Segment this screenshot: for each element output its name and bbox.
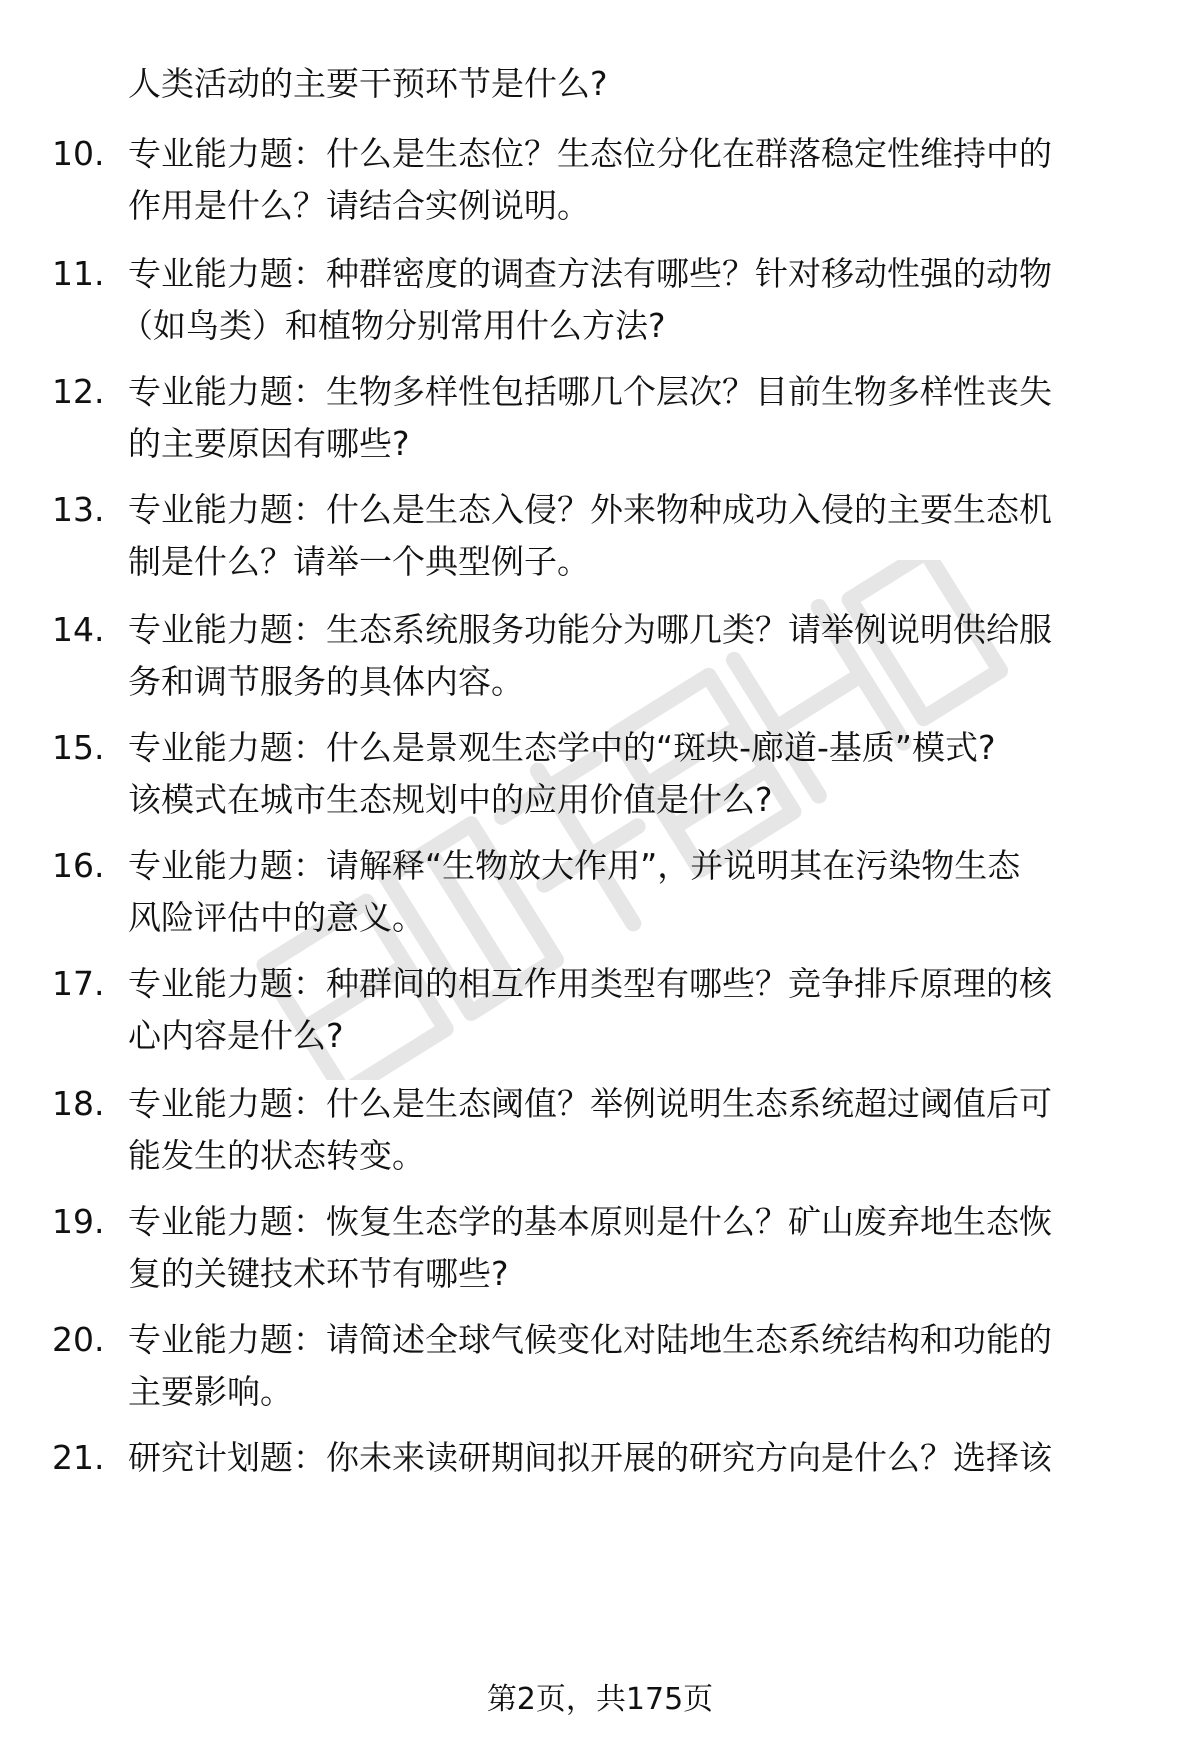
question-number: 15. — [52, 728, 105, 767]
question-text-line: 专业能力题：什么是生态位？生态位分化在群落稳定性维持中的 — [128, 134, 1052, 173]
question-text-line: 专业能力题：什么是景观生态学中的“斑块-廊道-基质”模式? — [128, 728, 996, 767]
question-text-line: 专业能力题：什么是生态入侵？外来物种成功入侵的主要生态机 — [128, 490, 1052, 529]
continuation-text: 人类活动的主要干预环节是什么? — [128, 64, 608, 103]
question-text-line: 作用是什么？请结合实例说明。 — [128, 186, 590, 225]
question-text-line: 专业能力题：生态系统服务功能分为哪几类？请举例说明供给服 — [128, 610, 1052, 649]
question-text-line: 专业能力题：种群密度的调查方法有哪些？针对移动性强的动物 — [128, 254, 1052, 293]
question-number: 18. — [52, 1084, 105, 1123]
question-number: 20. — [52, 1320, 105, 1359]
question-text-line: 专业能力题：请简述全球气候变化对陆地生态系统结构和功能的 — [128, 1320, 1052, 1359]
question-number: 10. — [52, 134, 105, 173]
question-number: 19. — [52, 1202, 105, 1241]
question-text-line: 专业能力题：恢复生态学的基本原则是什么？矿山废弃地生态恢 — [128, 1202, 1052, 1241]
question-text-line: 务和调节服务的具体内容。 — [128, 662, 524, 701]
question-number: 17. — [52, 964, 105, 1003]
question-text-line: 专业能力题：什么是生态阈值？举例说明生态系统超过阈值后可 — [128, 1084, 1052, 1123]
question-number: 16. — [52, 846, 105, 885]
question-text-line: 研究计划题：你未来读研期间拟开展的研究方向是什么？选择该 — [128, 1438, 1052, 1477]
question-text-line: 专业能力题：种群间的相互作用类型有哪些？竞争排斥原理的核 — [128, 964, 1052, 1003]
question-text-line: 的主要原因有哪些? — [128, 424, 410, 463]
question-text-line: 风险评估中的意义。 — [128, 898, 425, 937]
question-text-line: 制是什么？请举一个典型例子。 — [128, 542, 590, 581]
question-text-line: 心内容是什么? — [128, 1016, 344, 1055]
question-text-line: 主要影响。 — [128, 1372, 293, 1411]
question-number: 11. — [52, 254, 105, 293]
question-number: 21. — [52, 1438, 105, 1477]
question-number: 12. — [52, 372, 105, 411]
question-number: 14. — [52, 610, 105, 649]
question-text-line: 该模式在城市生态规划中的应用价值是什么? — [128, 780, 773, 819]
question-text-line: 专业能力题：请解释“生物放大作用”，并说明其在污染物生态 — [128, 846, 1021, 885]
question-number: 13. — [52, 490, 105, 529]
question-text-line: 复的关键技术环节有哪些? — [128, 1254, 509, 1293]
page-footer: 第2页，共175页 — [486, 1682, 714, 1717]
question-text-line: 能发生的状态转变。 — [128, 1136, 425, 1175]
question-text-line: 专业能力题：生物多样性包括哪几个层次？目前生物多样性丧失 — [128, 372, 1052, 411]
question-text-line: （如鸟类）和植物分别常用什么方法? — [120, 306, 666, 345]
